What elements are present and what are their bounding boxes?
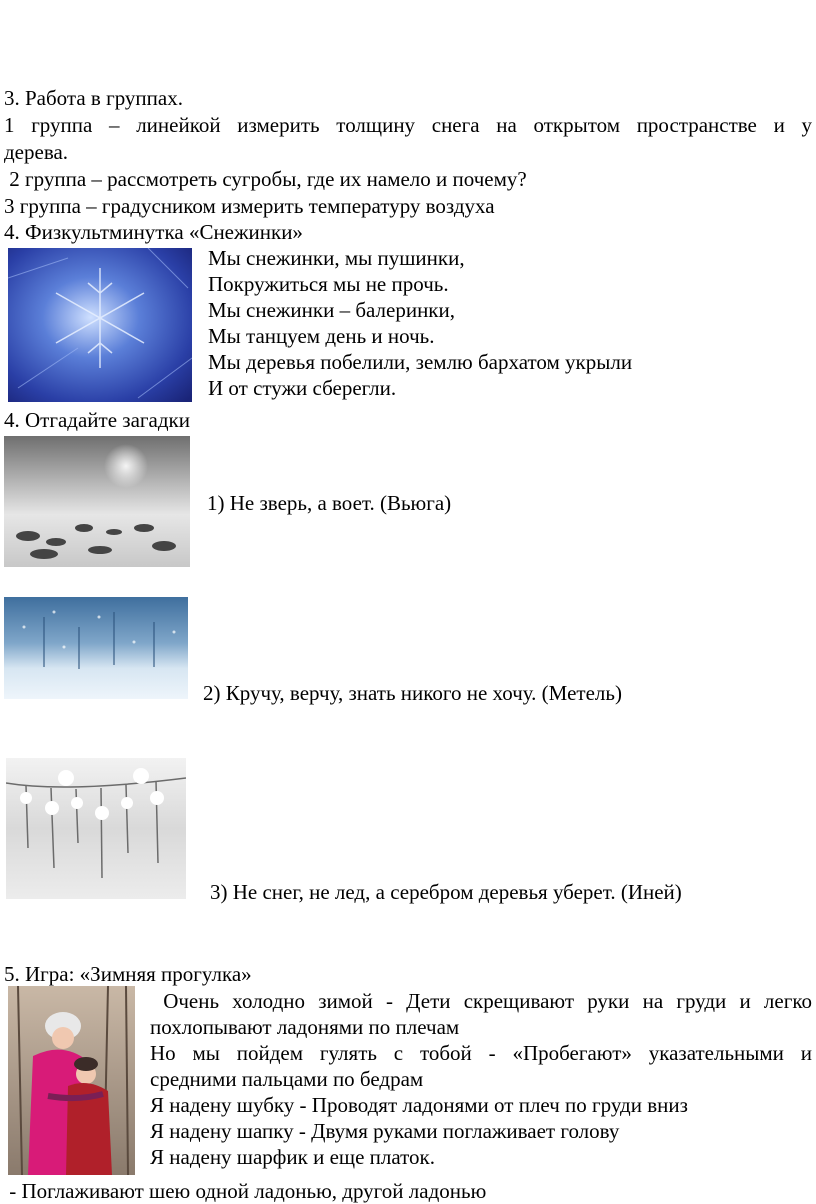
instruction-line: Очень холодно зимой - Дети скрещивают руки на груди и легко [150,989,812,1013]
section3-heading: 3. Работа в группах. [4,86,183,110]
poem-line: Мы снежинки – балеринки, [208,298,455,322]
hoarfrost-image [6,758,186,899]
game-instructions [150,988,812,1170]
instruction-line: Но мы пойдем гулять с тобой - «Пробегают» указательными и [150,1041,812,1065]
snowflake-poem [208,245,632,401]
instruction-line: похлопывают ладонями по плечам [150,1015,460,1039]
group3-text: 3 группа – градусником измерить температуру воздуха [4,194,495,218]
instruction-line: Я надену шарфик и еще платок. [150,1145,435,1169]
group1-text-line2: дерева. [4,140,69,164]
poem-line: Мы снежинки, мы пушинки, [208,246,465,270]
blizzard-image [4,436,190,567]
instruction-line: средними пальцами по бедрам [150,1067,424,1091]
instruction-line-last: - Поглаживают шею одной ладонью, другой ладонью [4,1179,487,1203]
poem-line: Мы деревья побелили, землю бархатом укрыли [208,350,633,374]
poem-line: Мы танцуем день и ночь. [208,324,435,348]
poem-line: И от стужи сберегли. [208,376,397,400]
riddle-3: 3) Не снег, не лед, а серебром деревья уберет. (Иней) [210,880,682,904]
snowstorm-image [4,597,188,699]
riddles-heading: 4. Отгадайте загадки [4,408,190,432]
snowflake-image [8,248,192,402]
winter-walk-photo [8,986,135,1175]
group1-text-line1: 1 группа – линейкой измерить толщину снега на открытом пространстве и у [4,113,812,137]
instruction-line: Я надену шубку - Проводят ладонями от плеч по груди вниз [150,1093,688,1117]
riddle-1: 1) Не зверь, а воет. (Вьюга) [207,491,452,515]
group2-text: 2 группа – рассмотреть сугробы, где их намело и почему? [4,167,527,191]
physical-break-heading: 4. Физкультминутка «Снежинки» [4,220,303,244]
game-heading: 5. Игра: «Зимняя прогулка» [4,962,252,986]
instruction-line: Я надену шапку - Двумя руками поглаживает голову [150,1119,620,1143]
poem-line: Покружиться мы не прочь. [208,272,449,296]
riddle-2: 2) Кручу, верчу, знать никого не хочу. (Метель) [203,681,622,705]
